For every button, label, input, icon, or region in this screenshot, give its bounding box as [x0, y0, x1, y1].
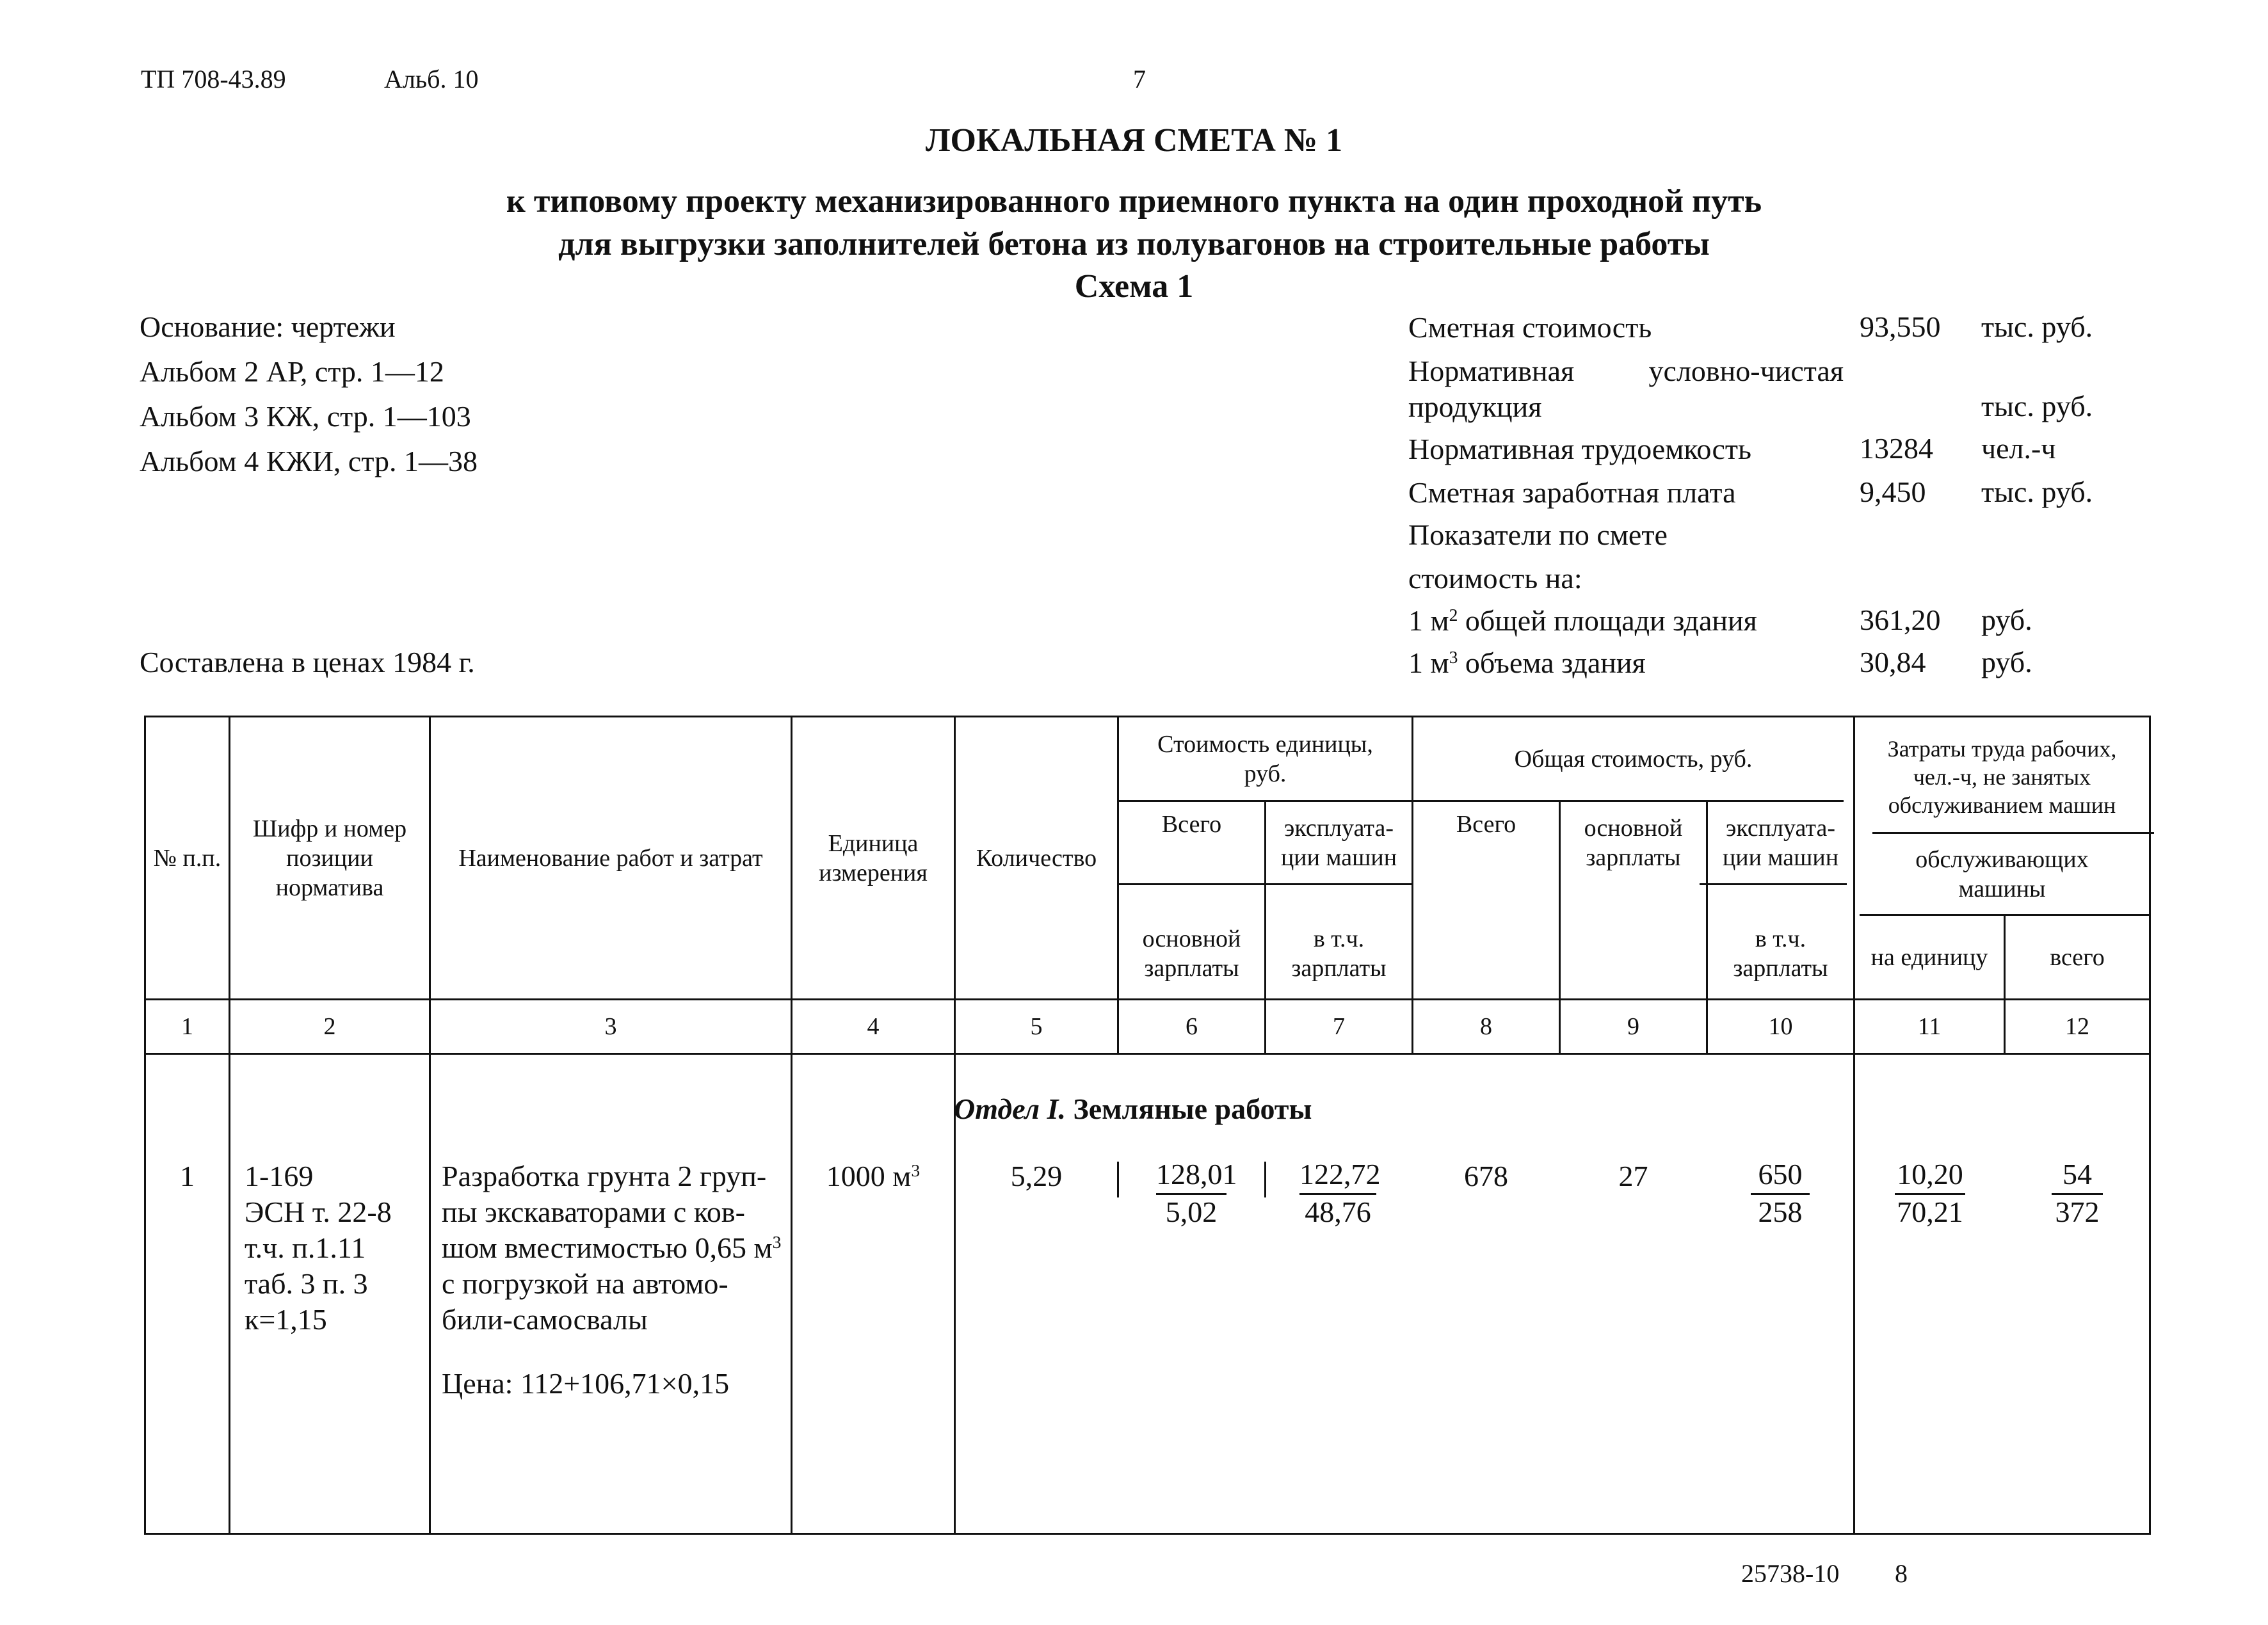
- footer-page: 8: [1895, 1559, 1908, 1588]
- row-total-machines-fraction: $\frac{650}{258}$: [1751, 1157, 1810, 1229]
- header-unit-total: Всего: [1161, 811, 1222, 838]
- summary-label: Сметная заработная плата: [1408, 476, 1736, 509]
- summary-unit: тыс. руб.: [1981, 390, 2093, 422]
- header-total-machines: эксплуата-ции машин: [1722, 814, 1839, 871]
- header-total-incl-wage: в т.ч. зарплаты: [1733, 925, 1828, 982]
- summary-unit: тыс. руб.: [1981, 310, 2093, 343]
- summary-label: Нормативная условно-чистая продукция: [1408, 355, 1844, 423]
- header-total-base-wage: основной зарплаты: [1584, 814, 1683, 871]
- header-unit-cost: Стоимость единицы, руб.: [1157, 730, 1373, 787]
- column-number: 11: [1917, 1013, 1942, 1040]
- summary-value: 361,20: [1860, 604, 1941, 636]
- header-labor-workers: Затраты труда рабочих, чел.-ч, не занятых обслуживанием машин: [1887, 736, 2117, 818]
- summary-unit: тыс. руб.: [1981, 476, 2093, 508]
- table-border-bottom: [144, 1533, 2151, 1535]
- summary-unit: руб.: [1981, 604, 2032, 636]
- column-number: 10: [1768, 1013, 1793, 1040]
- section-heading: [954, 1092, 1312, 1126]
- row-total-cost: 678: [1464, 1160, 1508, 1192]
- row-unit: 1000 $м^3$: [826, 1160, 921, 1192]
- row-total-base-wage: 27: [1618, 1160, 1648, 1192]
- column-number: 4: [867, 1013, 880, 1040]
- header-num: № п.п.: [153, 844, 221, 872]
- header-labor-total: всего: [2050, 943, 2105, 971]
- section-name: Земляные работы: [1073, 1093, 1312, 1125]
- table-border-right: [2149, 716, 2151, 1535]
- footer-code: 25738-10: [1741, 1559, 1840, 1588]
- summary-label: Нормативная трудоемкость: [1408, 433, 1751, 465]
- cell-separator-tick: [1117, 1162, 1119, 1197]
- section-prefix: Отдел I.: [954, 1093, 1066, 1125]
- table-rule: [144, 1053, 2151, 1055]
- column-number: 2: [323, 1013, 336, 1040]
- row-code: 1-169 ЭСН т. 22-8 т.ч. п.1.11 таб. 3 п. 3 к=1,15: [245, 1160, 392, 1336]
- cell-separator-tick: [1264, 1162, 1266, 1197]
- column-number: 6: [1186, 1013, 1198, 1040]
- row-unit-machines-fraction: $\frac{122,72}{48,76}$: [1299, 1158, 1381, 1228]
- basis-line: Основание: чертежи: [140, 310, 396, 343]
- document-title: ЛОКАЛЬНАЯ СМЕТА № 1: [925, 122, 1343, 159]
- summary-unit: чел.-ч: [1981, 432, 2056, 465]
- summary-unit: руб.: [1981, 646, 2032, 678]
- page-number: 7: [1133, 65, 1146, 93]
- row-labor-total-fraction: $\frac{54}{372}$: [2052, 1157, 2103, 1229]
- column-number: 3: [604, 1013, 617, 1040]
- header-unit-machines: эксплуата-ции машин: [1280, 814, 1397, 871]
- summary-label: 1 $м^2$ общей площади здания: [1408, 604, 1757, 637]
- header-unit: Единица измерения: [819, 829, 928, 886]
- row-work-name: Разработка грунта 2 груп- пы экскаваторами с ков- шом вместимостью 0,65 $м^3$ с погрузкой на автомо- били-самосвалы Цена: 112+106,71×0,15: [442, 1160, 782, 1400]
- basis-line: Альбом 4 КЖИ, стр. 1—38: [140, 445, 478, 477]
- header-quantity: Количество: [976, 844, 1097, 872]
- summary-label: Сметная стоимость: [1408, 311, 1652, 344]
- header-unit-incl-wage: в т.ч. зарплаты: [1291, 925, 1387, 982]
- basis-line: Альбом 2 АР, стр. 1—12: [140, 355, 444, 388]
- row-quantity: 5,29: [1010, 1160, 1063, 1192]
- summary-value: 13284: [1860, 432, 1933, 465]
- basis-line: Альбом 3 КЖ, стр. 1—103: [140, 400, 471, 433]
- summary-value: 93,550: [1860, 310, 1941, 343]
- column-number: 7: [1333, 1013, 1345, 1040]
- header-code: Шифр и номер позиции норматива: [252, 815, 407, 901]
- prices-year: Составлена в ценах 1984 г.: [140, 646, 475, 678]
- column-number: 12: [2065, 1013, 2089, 1040]
- header-total-total: Всего: [1456, 811, 1516, 838]
- header-total-cost: Общая стоимость, руб.: [1514, 745, 1753, 772]
- header-unit-base-wage: основной зарплаты: [1142, 925, 1241, 982]
- summary-value: 9,450: [1860, 476, 1926, 508]
- header-labor-per-unit: на единицу: [1870, 943, 1988, 971]
- summary-label: Показатели по смете: [1408, 518, 1668, 551]
- scheme-title: Схема 1: [1074, 268, 1194, 305]
- title-line-1: к типовому проекту механизированного приемного пункта на один проходной путь: [506, 183, 1762, 220]
- row-unit-cost-fraction: $\frac{128,01}{5,02}$: [1156, 1158, 1237, 1228]
- album-number: Альб. 10: [384, 65, 479, 93]
- column-number: 1: [181, 1013, 193, 1040]
- table-rule: [1700, 883, 1847, 885]
- header-name: Наименование работ и затрат: [458, 844, 763, 872]
- row-number: 1: [180, 1160, 195, 1192]
- header-labor-machines: обслуживающих машины: [1915, 845, 2089, 902]
- summary-label: 1 $м^3$ объема здания: [1408, 646, 1646, 679]
- column-number: 8: [1480, 1013, 1492, 1040]
- title-line-2: для выгрузки заполнителей бетона из полувагонов на строительные работы: [558, 226, 1710, 262]
- column-number: 9: [1627, 1013, 1639, 1040]
- document-code: ТП 708-43.89: [141, 65, 286, 93]
- summary-value: 30,84: [1860, 646, 1926, 678]
- summary-label: стоимость на:: [1408, 562, 1582, 595]
- column-number: 5: [1030, 1013, 1043, 1040]
- row-labor-per-unit-fraction: $\frac{10,20}{70,21}$: [1895, 1157, 1965, 1229]
